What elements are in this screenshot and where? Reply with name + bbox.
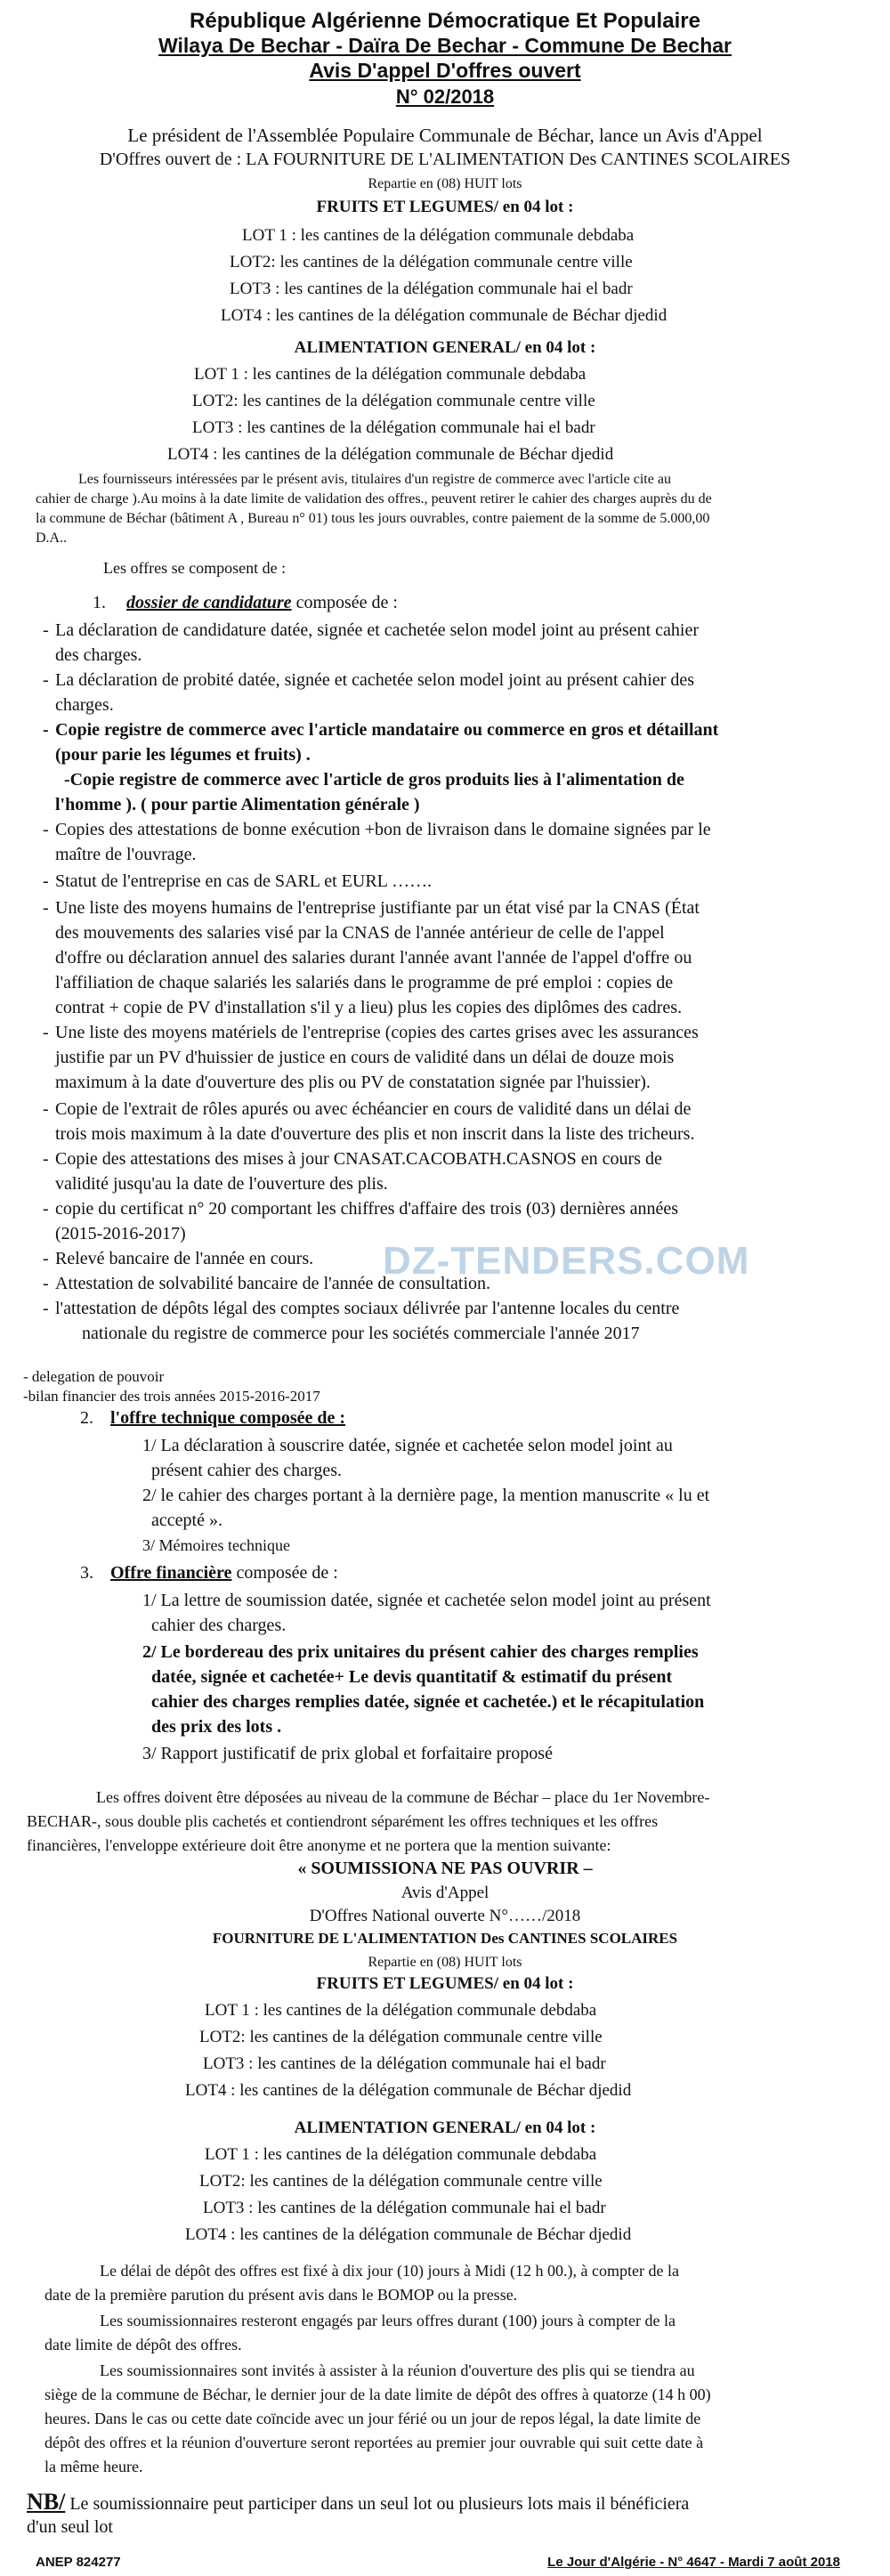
dossier-item: - l'attestation de dépôts légal des comptes sociaux délivrée par l'antenne locales du centre nationale du registre de commerce pour les sociétés commerciale l'année 2017 xyxy=(43,1299,680,1343)
dossier-item: - Une liste des moyens humains de l'entreprise justifiante par un état visé par la CNAS (État des mouvements des salaries visé par la CNAS de l'année antérieur de celle de l'appel d'offre ou déclaration annuel des salaries durant l'année avant l'année de l'appel d'offre ou l'affiliation de chaque salariés les salariés dans le programme de pré emploi : copies de contrat + copie de PV d'installation s'il y a lieu) plus les copies des diplômes des cadres. xyxy=(43,898,700,1017)
lot-item: LOT3 : les cantines de la délégation communale hai el badr xyxy=(230,279,633,298)
intro-line-2: D'Offres ouvert de : LA FOURNITURE DE L'ALIMENTATION Des CANTINES SCOLAIRES xyxy=(99,150,791,169)
financiere-item-3: 3/ Rapport justificatif de prix global et forfaitaire proposé xyxy=(142,1744,553,1763)
envelope-fruits-title: FRUITS ET LEGUMES/ en 04 lot : xyxy=(316,1974,574,1993)
intro-lots-count: Repartie en (08) HUIT lots xyxy=(368,176,522,191)
header-republic: République Algérienne Démocratique Et Populaire xyxy=(190,9,700,33)
dossier-item: - copie du certificat n° 20 comportant les chiffres d'affaire des trois (03) dernières années (2015-2016-2017) xyxy=(43,1199,679,1243)
dossier-item: - Copies des attestations de bonne exécution +bon de livraison dans le domaine signées par le maître de l'ouvrage. xyxy=(43,820,711,864)
envelope-fruits-lots xyxy=(185,1997,631,2104)
envelope-alimentation-lots xyxy=(185,2142,631,2248)
section-alimentation-lots xyxy=(167,361,613,468)
dossier-item: - Copie de l'extrait de rôles apurés ou avec échéancier en cours de validité dans un délai de trois mois maximum à la date d'ouverture des plis et non inscrit dans la liste des tricheurs. xyxy=(43,1099,695,1144)
dossier-item: - La déclaration de candidature datée, signée et cachetée selon model joint au présent cahier des charges. xyxy=(43,620,699,665)
lot-item: LOT3 : les cantines de la délégation communale hai el badr xyxy=(203,2199,606,2217)
technique-item: 2/ le cahier des charges portant à la dernière page, la mention manuscrite « lu et accepté ». xyxy=(142,1486,710,1530)
dossier-item: - La déclaration de probité datée, signée et cachetée selon model joint au présent cahier des charges. xyxy=(43,670,695,715)
lot-item: LOT 1 : les cantines de la délégation communale debdaba xyxy=(242,226,635,245)
opening-paragraph: Les soumissionnaires sont invités à assister à la réunion d'ouverture des plis qui se tiendra au siège de la commune de Béchar, le dernier jour de la date limite de dépôt des offres à quatorze (14 h 00) heures. Dans le cas ou cette date coïncide avec un jour férié ou un jour de repos légal, la date limite de dépôt des offres et la réunion d'ouverture seront reportées au premier jour ouvrable qui suit cette date à la même heure. xyxy=(44,2361,711,2475)
header-wilaya: Wilaya De Bechar - Daïra De Bechar - Commune De Bechar xyxy=(158,34,732,57)
lot-item: LOT2: les cantines de la délégation communale centre ville xyxy=(230,253,633,271)
financiere-item-2: 2/ Le bordereau des prix unitaires du présent cahier des charges remplies datée, signée et cachetée+ Le devis quantitatif & estimatif du présent cahier des charges remplies datée, signée et cachetée.) et le récapitulation des prix des lots . xyxy=(142,1642,705,1737)
technique-item: 3/ Mémoires technique xyxy=(142,1536,290,1554)
dossier-extra-bilan: -bilan financier des trois années 2015-2016-2017 xyxy=(23,1388,320,1405)
lot-item: LOT 1 : les cantines de la délégation communale debdaba xyxy=(205,2145,597,2164)
envelope-avis: Avis d'Appel xyxy=(400,1883,490,1902)
dossier-title: 1. dossier de candidature composée de : xyxy=(93,593,398,612)
dossier-item: - Une liste des moyens matériels de l'entreprise (copies des cartes grises avec les assurances justifie par un PV d'huissier de justice en cours de validité dans un délai de douze mois maximum à la date d'ouverture des plis ou PV de constatation signée par l'huissier). xyxy=(43,1023,699,1092)
section-fruits-lots xyxy=(221,223,667,329)
technique-title: 2. l'offre technique composée de : xyxy=(80,1408,346,1428)
envelope-mention: « SOUMISSIONA NE PAS OUVRIR – xyxy=(297,1859,593,1878)
header-notice-type: Avis D'appel D'offres ouvert xyxy=(309,59,581,82)
dossier-item: - Statut de l'entreprise en cas de SARL et EURL ……. xyxy=(43,871,433,891)
dossier-item: - Attestation de solvabilité bancaire de l'année de consultation. xyxy=(43,1274,490,1293)
lot-item: LOT3 : les cantines de la délégation communale hai el badr xyxy=(192,418,595,437)
lot-item: LOT 1 : les cantines de la délégation communale debdaba xyxy=(205,2001,597,2020)
lot-item: LOT4 : les cantines de la délégation communale de Béchar djedid xyxy=(221,306,668,325)
nb-note: NB/ Le soumissionnaire peut participer dans un seul lot ou plusieurs lots mais il bénéficiera xyxy=(27,2489,690,2515)
technique-item: 1/ La déclaration à souscrire datée, signée et cachetée selon model joint au présent cahier des charges. xyxy=(142,1436,673,1480)
envelope-number: D'Offres National ouverte N°……/2018 xyxy=(309,1907,581,1925)
dossier-extra-delegation: - delegation de pouvoir xyxy=(23,1368,165,1385)
envelope-lots-count: Repartie en (08) HUIT lots xyxy=(368,1955,522,1970)
footer-journal: Le Jour d'Algérie - N° 4647 - Mardi 7 août 2018 xyxy=(547,2555,840,2570)
lot-item: LOT2: les cantines de la délégation communale centre ville xyxy=(192,392,595,410)
intro-line-1: Le président de l'Assemblée Populaire Communale de Béchar, lance un Avis d'Appel xyxy=(127,125,763,146)
header-notice-number: N° 02/2018 xyxy=(395,85,495,108)
lot-item: LOT2: les cantines de la délégation communale centre ville xyxy=(199,2028,603,2046)
footer-anep-ref: ANEP 824277 xyxy=(36,2555,121,2570)
section-fruits-title: FRUITS ET LEGUMES/ en 04 lot : xyxy=(316,198,574,216)
envelope-fourniture: FOURNITURE DE L'ALIMENTATION Des CANTINES SCOLAIRES xyxy=(212,1930,678,1947)
envelope-alimentation-title: ALIMENTATION GENERAL/ en 04 lot : xyxy=(294,2118,596,2137)
suppliers-paragraph: Les fournisseurs intéressées par le présent avis, titulaires d'un registre de commerce avec l'article cite au cahier de charge ).Au moins à la date limite de validation des offres., peuvent retirer le cahier des charges auprès du de la commune de Béchar (bâtiment A , Bureau n° 01) tous les jours ouvrables, contre paiement de la somme de 5.000,00 D.A.. xyxy=(36,472,712,546)
nb-note-continued: d'un seul lot xyxy=(27,2517,113,2537)
financiere-item-1: 1/ La lettre de soumission datée, signée et cachetée selon model joint au présent cahier des charges. xyxy=(142,1591,711,1635)
footer-bar xyxy=(0,2551,890,2576)
dossier-item: - Copie registre de commerce avec l'article mandataire ou commerce en gros et détaillant (pour parie les légumes et fruits) . xyxy=(43,720,719,765)
section-alimentation-title: ALIMENTATION GENERAL/ en 04 lot : xyxy=(294,338,596,357)
dossier-item: -Copie registre de commerce avec l'article de gros produits lies à l'alimentation de l'homme ). ( pour partie Alimentation générale ) xyxy=(55,770,684,814)
financiere-title: 3. Offre financière composée de : xyxy=(80,1563,338,1583)
watermark-text: DZ-TENDERS.COM xyxy=(383,1239,750,1283)
lot-item: LOT2: les cantines de la délégation communale centre ville xyxy=(199,2172,603,2191)
deposit-paragraph: Les offres doivent être déposées au niveau de la commune de Béchar – place du 1er Novembre- BECHAR-, sous double plis cachetés et contiendront séparément les offres techniques et les offres financières, l'enveloppe extérieure doit être anonyme et ne portera que la mention suivante: xyxy=(27,1788,710,1854)
lot-item: LOT4 : les cantines de la délégation communale de Béchar djedid xyxy=(185,2225,632,2244)
lot-item: LOT 1 : les cantines de la délégation communale debdaba xyxy=(194,365,587,384)
dossier-item: - Copie des attestations des mises à jour CNASAT.CACOBATH.CASNOS en cours de validité jusqu'au la date de l'ouverture des plis. xyxy=(43,1149,662,1194)
offers-intro: Les offres se composent de : xyxy=(103,559,287,577)
delay-paragraph: Le délai de dépôt des offres est fixé à dix jour (10) jours à Midi (12 h 00.), à compter de la date de la première parution du présent avis dans le BOMOP ou la presse. xyxy=(44,2262,679,2304)
lot-item: LOT4 : les cantines de la délégation communale de Béchar djedid xyxy=(185,2081,632,2100)
engaged-paragraph: Les soumissionnaires resteront engagés par leurs offres durant (100) jours à compter de la date limite de dépôt des offres. xyxy=(44,2312,676,2353)
dossier-item: - Relevé bancaire de l'année en cours. xyxy=(43,1249,314,1268)
lot-item: LOT4 : les cantines de la délégation communale de Béchar djedid xyxy=(167,445,614,464)
lot-item: LOT3 : les cantines de la délégation communale hai el badr xyxy=(203,2054,606,2073)
